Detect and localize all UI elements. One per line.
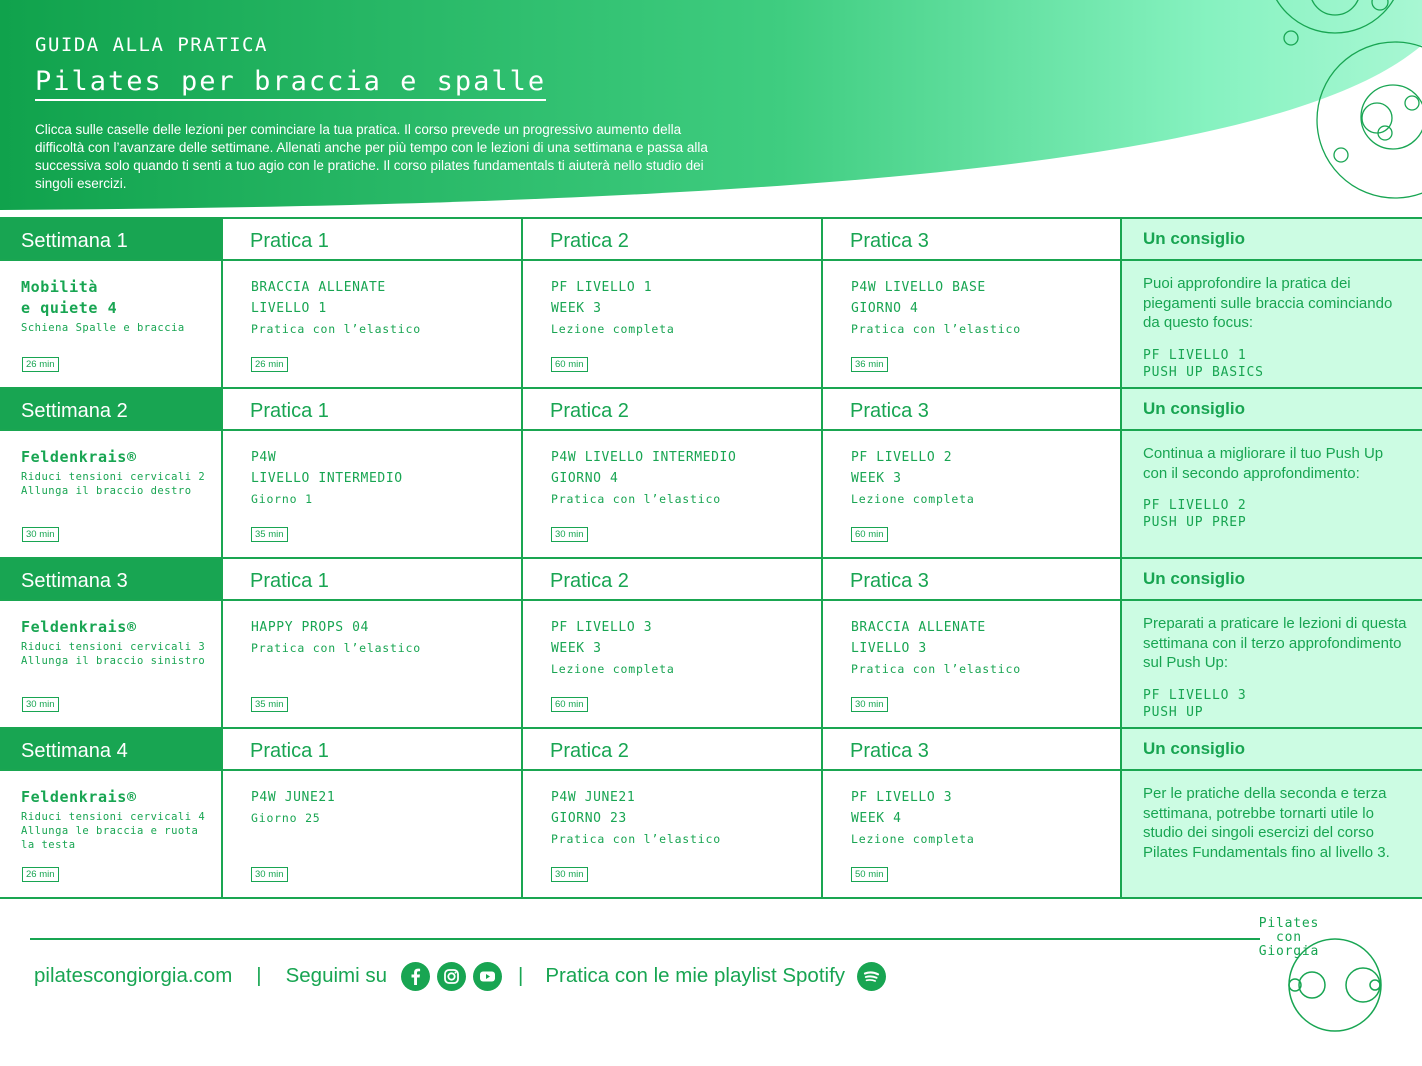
lesson-title: PF LIVELLO 2 <box>851 450 953 465</box>
lesson-subtitle: Allunga il braccio destro <box>21 485 192 497</box>
lesson-title: LIVELLO 1 <box>251 301 327 316</box>
tip-reference-line: PF LIVELLO 1 <box>1143 347 1247 363</box>
lesson-card[interactable] <box>221 431 521 557</box>
tip-text: Puoi approfondire la pratica dei piegamenti sulle braccia cominciando da questo focus: <box>1143 275 1393 331</box>
duration-badge: 26 min <box>251 357 288 372</box>
practice-header: Pratica 2 <box>521 219 821 259</box>
brand-line: Giorgia <box>1258 944 1320 959</box>
tip-reference[interactable] <box>1122 347 1422 381</box>
week-row <box>0 559 1422 729</box>
week-label: Settimana 2 <box>0 389 221 429</box>
week-label: Settimana 3 <box>0 559 221 599</box>
tip-reference[interactable] <box>1122 497 1422 531</box>
instagram-icon[interactable] <box>437 962 466 991</box>
playlist-link[interactable]: Pratica con le mie playlist Spotify <box>545 964 846 987</box>
lesson-subtitle: Lezione completa <box>551 322 675 336</box>
week-header <box>0 389 1422 429</box>
footer-separator: | <box>256 964 262 987</box>
tip-reference-line: PF LIVELLO 2 <box>1143 498 1247 513</box>
duration-badge: 30 min <box>22 697 59 712</box>
lesson-card-warmup[interactable] <box>0 261 221 387</box>
lesson-title: P4W JUNE21 <box>251 790 336 805</box>
youtube-icon[interactable] <box>473 962 502 991</box>
brand-logo-mark <box>1280 930 1390 1040</box>
duration-badge: 26 min <box>22 867 59 882</box>
tip-reference-line: PF LIVELLO 3 <box>1143 687 1247 703</box>
lesson-card[interactable] <box>821 431 1120 557</box>
lesson-card-warmup[interactable] <box>0 601 221 727</box>
duration-badge: 35 min <box>251 697 288 712</box>
decorative-circles <box>1262 0 1422 200</box>
duration-badge: 60 min <box>551 357 588 372</box>
lesson-title: BRACCIA ALLENATE <box>251 280 386 295</box>
lesson-card-warmup[interactable] <box>0 431 221 557</box>
follow-label: Seguimi su <box>285 964 388 987</box>
lesson-title: GIORNO 4 <box>851 301 919 316</box>
tip-text: Per le pratiche della seconda e terza settimana, potrebbe tornarti utile lo studio dei singoli esercizi del corso Pilates Fundamentals fino al livello 3. <box>1143 785 1390 861</box>
practice-header: Pratica 1 <box>221 389 521 429</box>
lesson-title: BRACCIA ALLENATE <box>851 620 986 635</box>
lesson-title: WEEK 3 <box>551 641 602 656</box>
week-body <box>0 769 1422 897</box>
week-header <box>0 729 1422 769</box>
duration-badge: 36 min <box>851 357 888 372</box>
lesson-subtitle: Pratica con l’elastico <box>551 492 721 506</box>
tip-header: Un consiglio <box>1120 729 1422 769</box>
practice-header: Pratica 3 <box>821 219 1120 259</box>
tip-header: Un consiglio <box>1120 389 1422 429</box>
lesson-subtitle: Pratica con l’elastico <box>551 832 721 846</box>
lesson-subtitle: la testa <box>21 839 76 851</box>
lesson-title: P4W LIVELLO BASE <box>851 280 986 295</box>
lesson-subtitle: Pratica con l’elastico <box>851 322 1021 336</box>
lesson-subtitle: Riduci tensioni cervicali 3 <box>21 641 206 653</box>
spotify-icon[interactable] <box>857 962 886 991</box>
lesson-title: Feldenkrais® <box>21 788 137 806</box>
lesson-title: GIORNO 23 <box>551 811 627 826</box>
page-title: Pilates per braccia e spalle <box>35 66 546 101</box>
duration-badge: 30 min <box>22 527 59 542</box>
week-row <box>0 389 1422 559</box>
lesson-subtitle: Giorno 25 <box>251 811 321 825</box>
intro-text: Clicca sulle caselle delle lezioni per cominciare la tua pratica. Il corso prevede un progressivo aumento della difficoltà con l’avanzare delle settimane. Allenati anche per più tempo con le lezioni di una settimana e passa alla successiva solo quando ti senti a tuo agio con le pratiche. Il corso pilates fundamentals ti aiuterà nello studio dei singoli esercizi. <box>35 122 708 191</box>
duration-badge: 30 min <box>251 867 288 882</box>
lesson-title: P4W LIVELLO INTERMEDIO <box>551 450 737 465</box>
lesson-subtitle: Pratica con l’elastico <box>251 641 421 655</box>
duration-badge: 26 min <box>22 357 59 372</box>
duration-badge: 60 min <box>851 527 888 542</box>
lesson-card[interactable] <box>221 771 521 897</box>
site-link[interactable]: pilatescongiorgia.com <box>34 964 233 987</box>
tip-reference-line: PUSH UP PREP <box>1143 515 1247 530</box>
lesson-subtitle: Riduci tensioni cervicali 2 <box>21 471 206 483</box>
lesson-title: LIVELLO 3 <box>851 641 927 656</box>
lesson-subtitle: Allunga le braccia e ruota <box>21 825 199 837</box>
lesson-title: PF LIVELLO 1 <box>551 280 653 295</box>
lesson-title: P4W <box>251 450 277 465</box>
tip-card <box>1120 601 1422 727</box>
lesson-subtitle: Allunga il braccio sinistro <box>21 655 206 667</box>
week-label: Settimana 1 <box>0 219 221 259</box>
lesson-title: Feldenkrais® <box>21 618 137 636</box>
lesson-card[interactable] <box>521 261 821 387</box>
lesson-subtitle: Lezione completa <box>851 832 975 846</box>
lesson-subtitle: Giorno 1 <box>251 492 313 506</box>
lesson-title: GIORNO 4 <box>551 471 619 486</box>
header <box>35 34 735 193</box>
lesson-title: PF LIVELLO 3 <box>851 790 953 805</box>
tip-card <box>1120 261 1422 387</box>
practice-header: Pratica 3 <box>821 389 1120 429</box>
lesson-title: WEEK 4 <box>851 811 902 826</box>
week-body <box>0 259 1422 387</box>
eyebrow: GUIDA ALLA PRATICA <box>35 34 268 56</box>
tip-reference[interactable] <box>1122 687 1422 721</box>
week-header <box>0 219 1422 259</box>
schedule-table <box>0 217 1422 899</box>
week-row <box>0 219 1422 389</box>
tip-text: Continua a migliorare il tuo Push Up con il secondo approfondimento: <box>1143 445 1384 482</box>
lesson-title: WEEK 3 <box>851 471 902 486</box>
facebook-icon[interactable] <box>401 962 430 991</box>
lesson-subtitle: Lezione completa <box>551 662 675 676</box>
lesson-card[interactable] <box>821 601 1120 727</box>
duration-badge: 35 min <box>251 527 288 542</box>
footer-divider <box>30 938 1260 940</box>
lesson-subtitle: Pratica con l’elastico <box>251 322 421 336</box>
lesson-title: Mobilità <box>21 278 99 296</box>
tip-reference-line: PUSH UP <box>1143 704 1204 720</box>
lesson-card[interactable] <box>521 771 821 897</box>
lesson-card[interactable] <box>521 601 821 727</box>
week-header <box>0 559 1422 599</box>
lesson-title: LIVELLO INTERMEDIO <box>251 471 403 486</box>
week-row <box>0 729 1422 899</box>
practice-header: Pratica 1 <box>221 219 521 259</box>
lesson-card-warmup[interactable] <box>0 771 221 897</box>
lesson-card[interactable] <box>221 601 521 727</box>
lesson-title: e quiete 4 <box>21 299 118 317</box>
lesson-title: P4W JUNE21 <box>551 790 636 805</box>
footer-separator-2: | <box>518 964 524 987</box>
footer <box>34 960 886 992</box>
lesson-title: Feldenkrais® <box>21 448 137 466</box>
lesson-card[interactable] <box>221 261 521 387</box>
lesson-subtitle: Lezione completa <box>851 492 975 506</box>
brand-line: con <box>1276 930 1302 945</box>
duration-badge: 30 min <box>551 867 588 882</box>
lesson-subtitle: Schiena Spalle e braccia <box>21 322 185 334</box>
practice-header: Pratica 2 <box>521 559 821 599</box>
lesson-subtitle: Pratica con l’elastico <box>851 662 1021 676</box>
tip-header: Un consiglio <box>1120 559 1422 599</box>
tip-card <box>1120 431 1422 557</box>
practice-header: Pratica 1 <box>221 559 521 599</box>
tip-text: Preparati a praticare le lezioni di questa settimana con il terzo approfondimento sul Push Up: <box>1143 615 1407 671</box>
practice-header: Pratica 2 <box>521 389 821 429</box>
practice-header: Pratica 1 <box>221 729 521 769</box>
lesson-title: WEEK 3 <box>551 301 602 316</box>
lesson-card[interactable] <box>521 431 821 557</box>
duration-badge: 30 min <box>551 527 588 542</box>
lesson-subtitle: Riduci tensioni cervicali 4 <box>21 811 206 823</box>
lesson-card[interactable] <box>821 771 1120 897</box>
practice-header: Pratica 2 <box>521 729 821 769</box>
tip-card <box>1120 771 1422 897</box>
duration-badge: 30 min <box>851 697 888 712</box>
practice-header: Pratica 3 <box>821 559 1120 599</box>
week-body <box>0 429 1422 557</box>
lesson-title: HAPPY PROPS 04 <box>251 620 369 635</box>
tip-header: Un consiglio <box>1120 219 1422 259</box>
practice-header: Pratica 3 <box>821 729 1120 769</box>
brand-line: Pilates <box>1258 916 1320 931</box>
duration-badge: 60 min <box>551 697 588 712</box>
duration-badge: 50 min <box>851 867 888 882</box>
lesson-title: PF LIVELLO 3 <box>551 620 653 635</box>
lesson-card[interactable] <box>821 261 1120 387</box>
week-label: Settimana 4 <box>0 729 221 769</box>
week-body <box>0 599 1422 727</box>
tip-reference-line: PUSH UP BASICS <box>1143 364 1264 380</box>
